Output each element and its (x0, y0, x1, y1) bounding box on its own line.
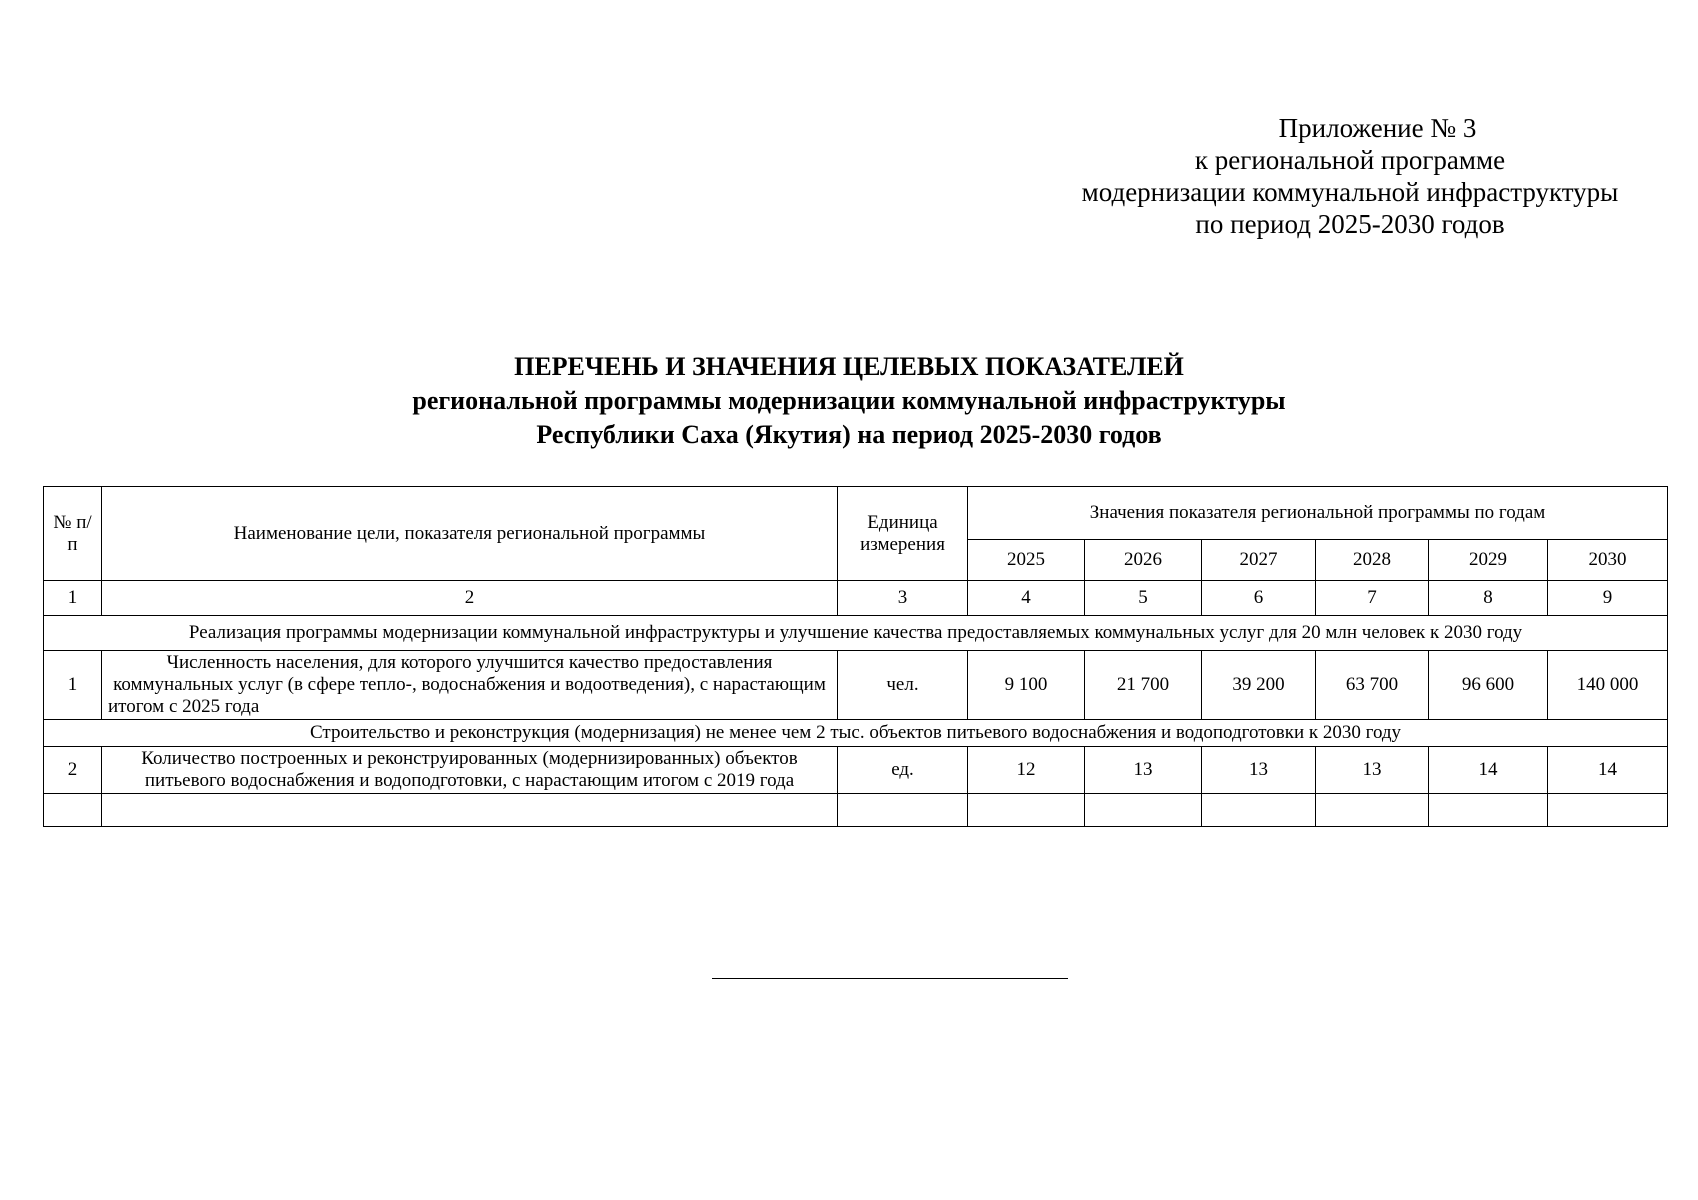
title-line-3: Республики Саха (Якутия) на период 2025-2030 годов (536, 420, 1162, 449)
row-1-value: 140 000 (1548, 651, 1668, 720)
appendix-number: Приложение № 3 (1278, 113, 1477, 143)
indicators-table (43, 486, 1668, 827)
column-number: 2 (102, 581, 838, 616)
title-line-1: ПЕРЕЧЕНЬ И ЗНАЧЕНИЯ ЦЕЛЕВЫХ ПОКАЗАТЕЛЕЙ (514, 352, 1184, 381)
appendix-line-2: к региональной программе (1194, 145, 1506, 175)
row-2-value: 14 (1548, 747, 1668, 794)
row-2-value: 14 (1429, 747, 1548, 794)
section-row-1 (44, 616, 1668, 651)
column-numbers-row (44, 581, 1668, 616)
empty-cell (1085, 794, 1202, 827)
row-1-unit: чел. (838, 651, 968, 720)
row-2-value: 12 (968, 747, 1085, 794)
column-number: 9 (1548, 581, 1668, 616)
appendix-line-3: модернизации коммунальной инфраструктуры (1081, 177, 1619, 207)
row-1-value: 21 700 (1085, 651, 1202, 720)
appendix-line-4: по период 2025-2030 годов (1195, 209, 1505, 239)
empty-cell (1548, 794, 1668, 827)
table-row (44, 651, 1668, 720)
header-year: 2027 (1202, 540, 1316, 581)
header-year: 2029 (1429, 540, 1548, 581)
row-1-name: Численность населения, для которого улучшится качество предоставления коммунальных услуг (в сфере тепло-, водоснабжения и водоотведения), с нарастающим итогом с 2025 года (102, 651, 838, 720)
empty-cell (1202, 794, 1316, 827)
header-unit: Единица измерения (838, 487, 968, 581)
empty-cell (838, 794, 968, 827)
section-2-title: Строительство и реконструкция (модернизация) не менее чем 2 тыс. объектов питьевого водоснабжения и водоподготовки к 2030 году (44, 720, 1668, 747)
header-year: 2030 (1548, 540, 1668, 581)
header-num: № п/п (44, 487, 102, 581)
header-year: 2025 (968, 540, 1085, 581)
row-1-value: 96 600 (1429, 651, 1548, 720)
row-1-num: 1 (44, 651, 102, 720)
header-values: Значения показателя региональной программы по годам (968, 487, 1668, 540)
column-number: 5 (1085, 581, 1202, 616)
header-year: 2028 (1316, 540, 1429, 581)
table-row (44, 747, 1668, 794)
row-1-value: 63 700 (1316, 651, 1429, 720)
column-number: 7 (1316, 581, 1429, 616)
header-year: 2026 (1085, 540, 1202, 581)
empty-cell (1429, 794, 1548, 827)
section-1-title: Реализация программы модернизации коммунальной инфраструктуры и улучшение качества предоставляемых коммунальных услуг для 20 млн человек к 2030 году (44, 616, 1668, 651)
document-title (0, 350, 1698, 452)
closing-divider (712, 978, 1068, 979)
empty-row (44, 794, 1668, 827)
row-2-value: 13 (1085, 747, 1202, 794)
section-row-2 (44, 720, 1668, 747)
header-name: Наименование цели, показателя региональной программы (102, 487, 838, 581)
row-2-unit: ед. (838, 747, 968, 794)
empty-cell (102, 794, 838, 827)
row-2-value: 13 (1316, 747, 1429, 794)
column-number: 1 (44, 581, 102, 616)
column-number: 8 (1429, 581, 1548, 616)
column-number: 4 (968, 581, 1085, 616)
header-row-1 (44, 487, 1668, 540)
row-2-num: 2 (44, 747, 102, 794)
row-1-value: 39 200 (1202, 651, 1316, 720)
column-number: 3 (838, 581, 968, 616)
row-1-value: 9 100 (968, 651, 1085, 720)
title-line-2: региональной программы модернизации коммунальной инфраструктуры (412, 386, 1286, 415)
empty-cell (1316, 794, 1429, 827)
empty-cell (968, 794, 1085, 827)
appendix-block (1020, 112, 1680, 240)
row-2-value: 13 (1202, 747, 1316, 794)
column-number: 6 (1202, 581, 1316, 616)
row-2-name: Количество построенных и реконструированных (модернизированных) объектов питьевого водоснабжения и водоподготовки, с нарастающим итогом с 2019 года (102, 747, 838, 794)
empty-cell (44, 794, 102, 827)
